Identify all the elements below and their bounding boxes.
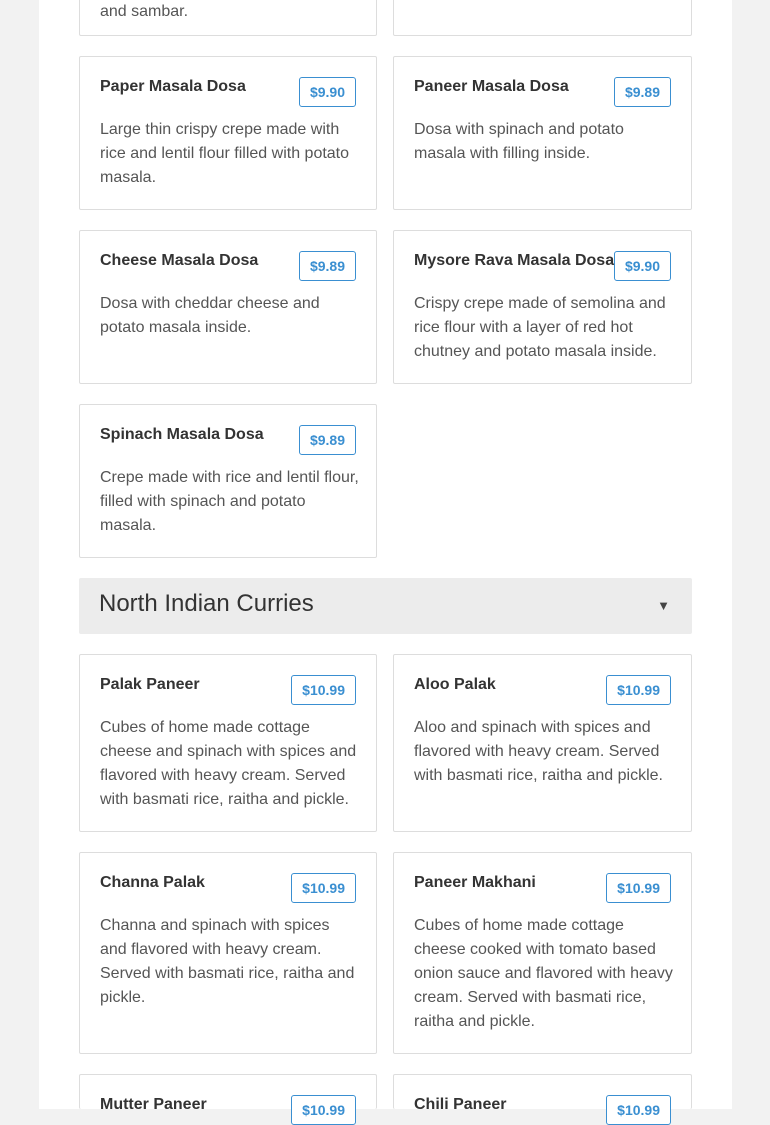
price-badge[interactable]: $10.99 (291, 873, 356, 903)
item-name: Cheese Masala Dosa (100, 252, 259, 269)
price-badge[interactable]: $10.99 (606, 675, 671, 705)
item-name: Mysore Rava Masala Dosa (414, 252, 615, 269)
item-name: Chili Paneer (414, 1096, 507, 1113)
price-badge[interactable]: $10.99 (291, 1095, 356, 1125)
menu-item-cheese-masala-dosa[interactable] (79, 230, 377, 384)
item-description: Crispy crepe made of semolina and rice flour with a layer of red hot chutney and potato masala inside. (414, 295, 666, 360)
price-badge[interactable]: $9.90 (614, 251, 671, 281)
section-header-north-indian-curries[interactable] (79, 578, 692, 634)
menu-item-paneer-makhani[interactable] (393, 852, 692, 1054)
item-description: and sambar. (100, 3, 189, 20)
menu-item-paneer-masala-dosa[interactable] (393, 56, 692, 210)
item-name: Paper Masala Dosa (100, 78, 246, 95)
menu-item-aloo-palak[interactable] (393, 654, 692, 832)
item-description: Channa and spinach with spices and flavored with heavy cream. Served with basmati rice, raitha and pickle. (100, 917, 355, 1006)
item-description: Cubes of home made cottage cheese cooked with tomato based onion sauce and flavored with heavy cream. Served with basmati rice, raitha and pickle. (414, 917, 673, 1030)
price-badge[interactable]: $10.99 (291, 675, 356, 705)
menu-item-channa-palak[interactable] (79, 852, 377, 1054)
item-name: Aloo Palak (414, 676, 496, 693)
menu-item-palak-paneer[interactable] (79, 654, 377, 832)
item-name: Palak Paneer (100, 676, 200, 693)
price-badge[interactable]: $10.99 (606, 1095, 671, 1125)
item-description: Dosa with cheddar cheese and potato masala inside. (100, 295, 320, 336)
menu-item-spinach-masala-dosa[interactable] (79, 404, 377, 558)
item-name: Mutter Paneer (100, 1096, 207, 1113)
menu-item-mutter-paneer[interactable] (79, 1074, 377, 1118)
item-name: Paneer Makhani (414, 874, 536, 891)
price-badge[interactable]: $10.99 (606, 873, 671, 903)
price-badge[interactable]: $9.89 (299, 425, 356, 455)
item-name: Channa Palak (100, 874, 205, 891)
price-badge[interactable]: $9.89 (614, 77, 671, 107)
item-description: Large thin crispy crepe made with rice and lentil flour filled with potato masala. (100, 121, 350, 186)
menu-item-card[interactable] (393, 0, 692, 36)
menu-item-chili-paneer[interactable] (393, 1074, 692, 1118)
price-badge[interactable]: $9.90 (299, 77, 356, 107)
price-badge[interactable]: $9.89 (299, 251, 356, 281)
menu-item-paper-masala-dosa[interactable] (79, 56, 377, 210)
item-description: Cubes of home made cottage cheese and spinach with spices and flavored with heavy cream. Served with basmati rice, raitha and pickle. (100, 719, 357, 808)
menu-item-mysore-rava-masala-dosa[interactable] (393, 230, 692, 384)
caret-down-icon[interactable]: ▼ (657, 598, 670, 613)
item-description: Crepe made with rice and lentil flour, filled with spinach and potato masala. (100, 469, 359, 534)
item-name: Spinach Masala Dosa (100, 426, 264, 443)
item-name: Paneer Masala Dosa (414, 78, 569, 95)
section-title: North Indian Curries (99, 590, 314, 617)
item-description: Aloo and spinach with spices and flavored with heavy cream. Served with basmati rice, raitha and pickle. (414, 719, 663, 784)
item-description: Dosa with spinach and potato masala with filling inside. (414, 121, 624, 162)
menu-item-card[interactable] (79, 0, 377, 36)
